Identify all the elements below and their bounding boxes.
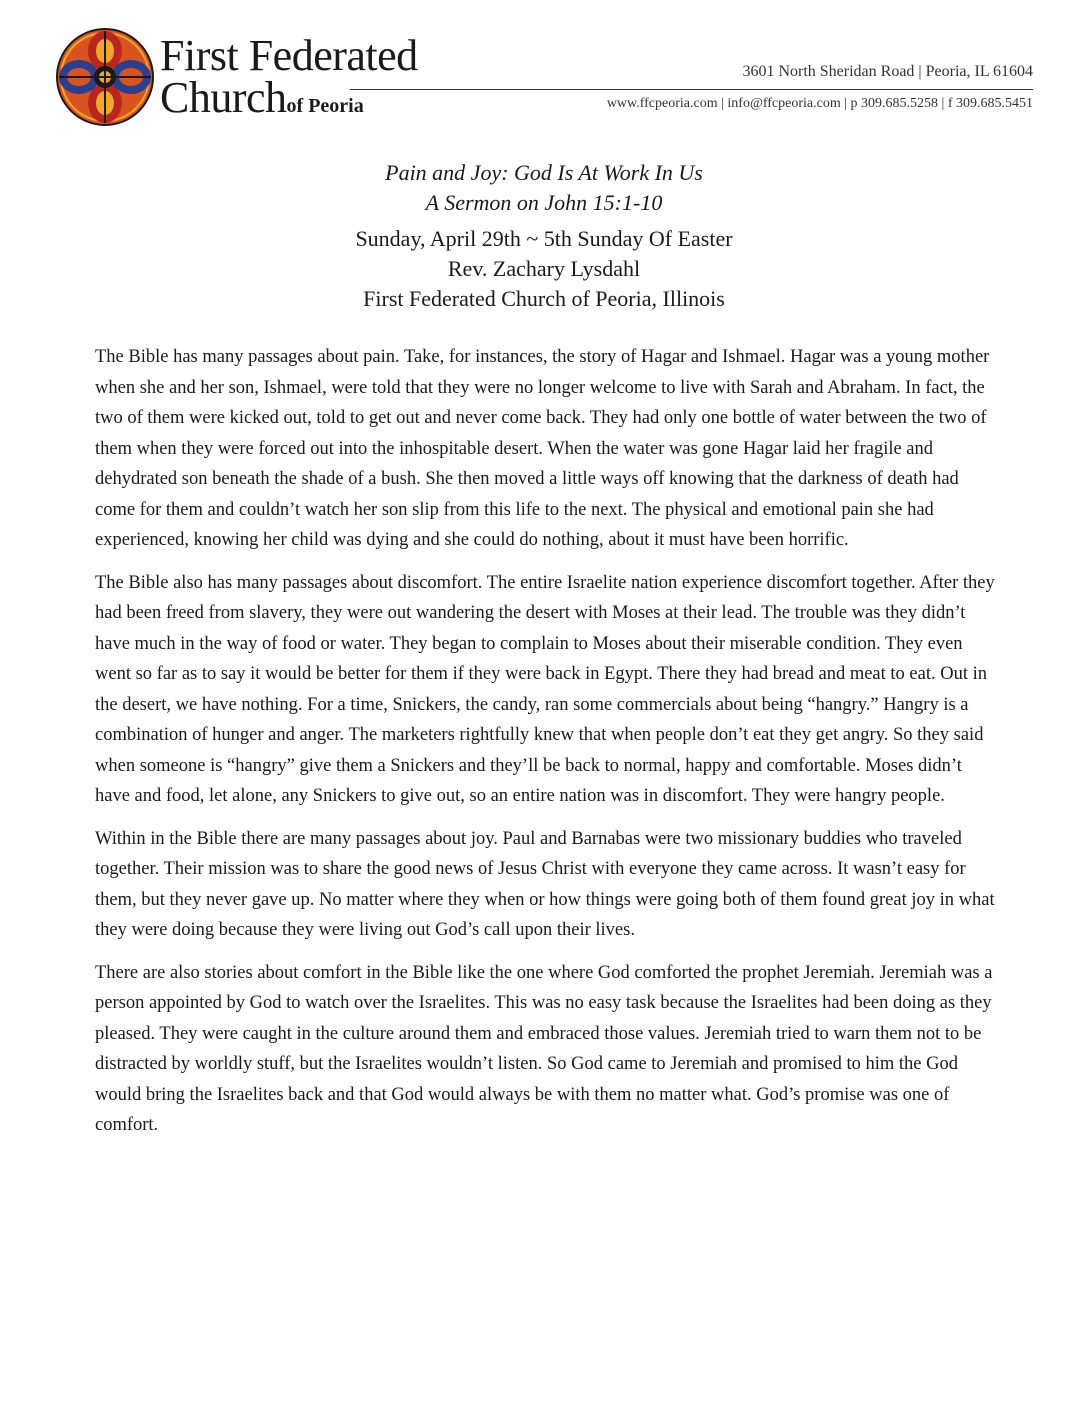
sermon-header xyxy=(0,158,1088,314)
paragraph: Within in the Bible there are many passages about joy. Paul and Barnabas were two missionary buddies who traveled together. Their mission was to share the good news of Jesus Christ with everyone they came across. It wasn’t easy for them, but they never gave up. No matter where they when or how things were going both of them found great joy in what they were doing because they were living out God’s call upon their lives. xyxy=(95,828,995,940)
sermon-subtitle: A Sermon on John 15:1-10 xyxy=(425,190,663,215)
org-name-church: Church xyxy=(160,73,287,122)
quatrefoil-logo-icon xyxy=(55,27,155,127)
sermon-body xyxy=(95,342,995,1153)
org-name-line1: First Federated xyxy=(160,31,418,80)
sermon-church: First Federated Church of Peoria, Illinois xyxy=(363,286,725,311)
org-name-line2 xyxy=(160,73,364,128)
org-name-suffix: of Peoria xyxy=(286,95,364,117)
letterhead-divider xyxy=(350,89,1033,90)
church-contact-info: www.ffcpeoria.com | info@ffcpeoria.com | p 309.685.5258 | f 309.685.5451 xyxy=(606,96,1033,111)
paragraph: There are also stories about comfort in the Bible like the one where God comforted the prophet Jeremiah. Jeremiah was a person appointed by God to watch over the Israelites. This was no easy task because the Israelites had been doing as they pleased. They were caught in the culture around them and embraced those values. Jeremiah tried to warn them not to be distracted by worldly stuff, but the Israelites wouldn’t listen. So God came to Jeremiah and promised to him the God would bring the Israelites back and that God would always be with them no matter what. God’s promise was one of comfort. xyxy=(95,962,993,1135)
sermon-title: Pain and Joy: God Is At Work In Us xyxy=(385,160,703,185)
sermon-date: Sunday, April 29th ~ 5th Sunday Of Easter xyxy=(355,226,733,251)
paragraph: The Bible has many passages about pain. Take, for instances, the story of Hagar and Ishmael. Hagar was a young mother when she and her son, Ishmael, were told that they were no longer welcome to live with Sarah and Abraham. In fact, the two of them were kicked out, told to get out and never come back. They had only one bottle of water between the two of them when they were forced out into the inhospitable desert. When the water was gone Hagar laid her fragile and dehydrated son beneath the shade of a bush. She then moved a little ways off knowing that the darkness of death had come for them and couldn’t watch her son slip from this life to the next. The physical and emotional pain she had experienced, knowing her child was dying and she could do nothing, about it must have been horrific. xyxy=(95,347,990,550)
letterhead xyxy=(0,0,1088,125)
sermon-preacher: Rev. Zachary Lysdahl xyxy=(447,256,641,281)
church-address: 3601 North Sheridan Road | Peoria, IL 61604 xyxy=(742,63,1033,80)
paragraph: The Bible also has many passages about discomfort. The entire Israelite nation experience discomfort together. After they had been freed from slavery, they were out wandering the desert with Moses at their lead. The trouble was they didn’t have much in the way of food or water. They began to complain to Moses about their miserable condition. They even went so far as to say it would be better for them if they were back in Egypt. There they had bread and meat to eat. Out in the desert, we have nothing. For a time, Snickers, the candy, ran some commercials about being “hangry.” Hangry is a combination of hunger and anger. The marketers rightfully knew that when people don’t eat they get angry. So they said when someone is “hangry” give them a Snickers and they’ll be back to normal, happy and comfortable. Moses didn’t have and food, let alone, any Snickers to give out, so an entire nation was in discomfort. They were hangry people. xyxy=(95,572,995,806)
